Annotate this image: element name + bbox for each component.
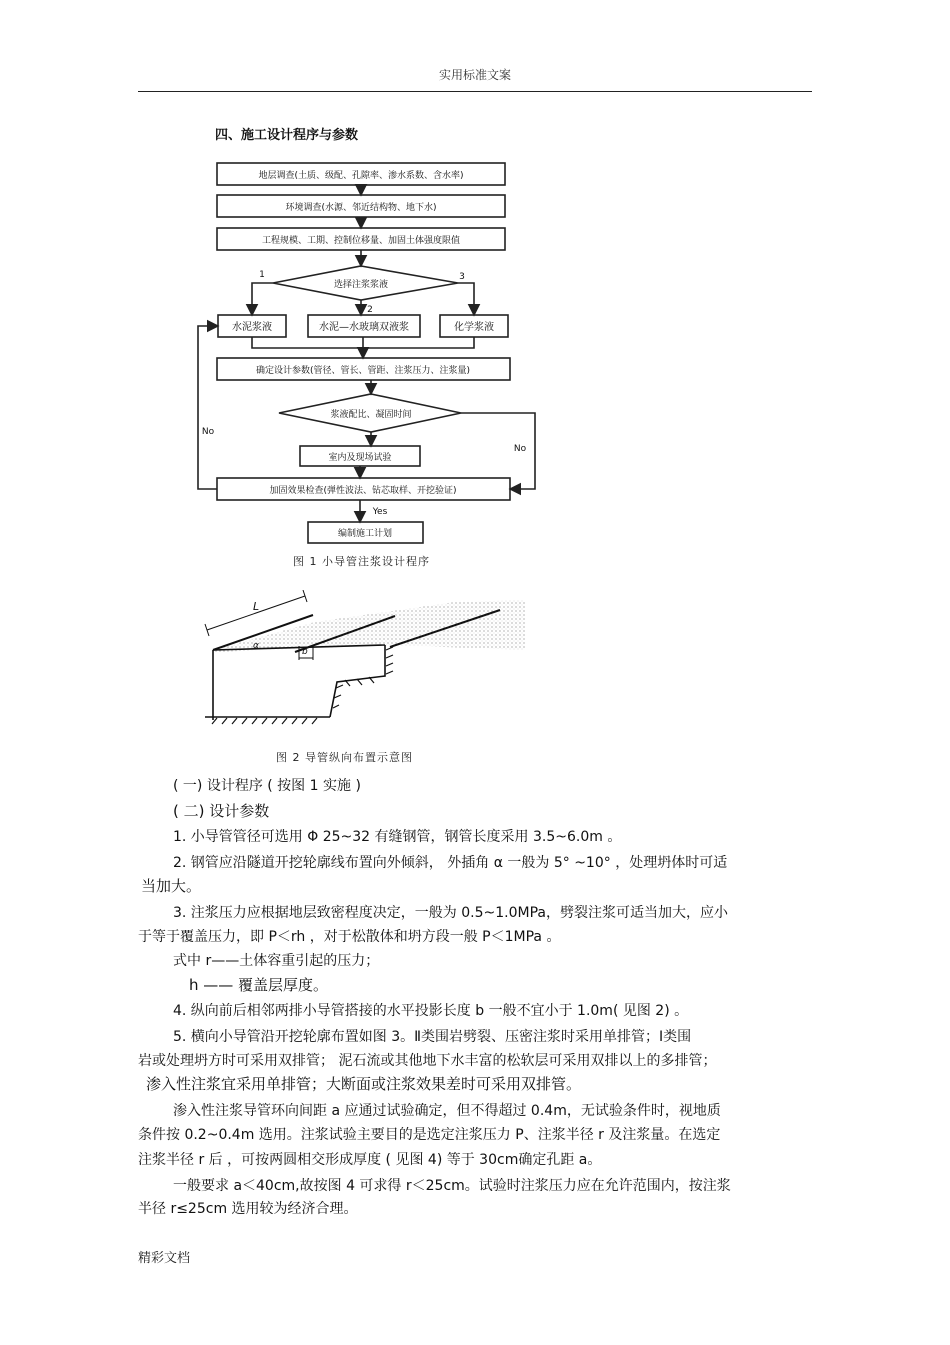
body-line-1: ( 一) 设计程序 ( 按图 1 实施 ) [173, 778, 361, 794]
body-line-13: 渗入性注浆宜采用单排管；大断面或注浆效果差时可采用双排管。 [146, 1075, 582, 1093]
figure2-caption: 图 2 导管纵向布置示意图 [276, 751, 413, 764]
yes-label: Yes [372, 507, 388, 517]
label-alpha: α [253, 641, 259, 651]
dual-label: 水泥—水玻璃双液浆 [319, 322, 409, 333]
environment-label: 环境调查(水源、邻近结构物、地下水) [285, 203, 437, 213]
body-line-15: 条件按 0.2~0.4m 选用。注浆试验主要目的是选定注浆压力 P、注浆半径 r 及注浆量。在选定 [138, 1127, 721, 1143]
body-line-14: 渗入性注浆导管环向间距 a 应通过试验确定，但不得超过 0.4m，无试验条件时，视地质 [173, 1103, 721, 1119]
body-line-6: 3. 注浆压力应根据地层致密程度决定，一般为 0.5~1.0MPa，劈裂注浆可适当加大，应小 [173, 905, 728, 921]
body-line-17: 一般要求 a＜40cm,故按图 4 可求得 r＜25cm。试验时注浆压力应在允许范围内，按注浆 [173, 1178, 731, 1194]
body-line-5: 当加大。 [141, 877, 202, 895]
no-right-label: No [513, 444, 527, 454]
design-flowchart [190, 150, 550, 580]
body-line-9: h —— 覆盖层厚度。 [189, 976, 329, 994]
body-line-4: 2. 钢管应沿隧道开挖轮廓线布置向外倾斜， 外插角 α 一般为 5° ~10° ，处理坍体时可适 [173, 855, 728, 871]
body-line-2: ( 二) 设计参数 [173, 802, 270, 820]
label-L: L [253, 600, 260, 613]
params-label: 确定设计参数(管径、管长、管距、注浆压力、注浆量) [255, 366, 471, 376]
ratio-label: 浆液配比、凝固时间 [330, 410, 412, 420]
body-line-7: 于等于覆盖压力，即 P＜rh ，对于松散体和坍方段一般 P＜1MPa 。 [138, 929, 561, 945]
body-line-12: 岩或处理坍方时可采用双排管； 泥石流或其他地下水丰富的松软层可采用双排以上的多排管； [138, 1053, 717, 1069]
branch-number-3: 3 [459, 272, 465, 282]
header-rule [138, 91, 812, 92]
page-header: 实用标准文案 [438, 68, 511, 82]
scale-label: 工程规模、工期、控制位移量、加固土体强度限值 [261, 236, 461, 246]
no-left-label: No [201, 427, 215, 437]
plan-label: 编制施工计划 [337, 529, 393, 539]
body-line-11: 5. 横向小导管沿开挖轮廓布置如图 3。Ⅱ类围岩劈裂、压密注浆时采用单排管；Ⅰ类围 [173, 1029, 692, 1045]
body-line-8: 式中 r——土体容重引起的压力； [173, 953, 380, 969]
select-label: 选择注浆浆液 [333, 280, 389, 290]
branch-number-2: 2 [367, 305, 373, 315]
body-line-10: 4. 纵向前后相邻两排小导管搭接的水平投影长度 b 一般不宜小于 1.0m( 见图 2) 。 [173, 1003, 689, 1019]
body-line-18: 半径 r≤25cm 选用较为经济合理。 [138, 1201, 358, 1217]
cement-label: 水泥浆液 [232, 322, 272, 333]
branch-number-1: 1 [259, 270, 265, 280]
page-footer: 精彩文档 [138, 1251, 191, 1266]
survey-label: 地层调查(土质、级配、孔隙率、渗水系数、含水率) [258, 171, 464, 181]
body-line-16: 注浆半径 r 后 ，可按两圆相交形成厚度 ( 见图 4) 等于 30cm确定孔距 a。 [138, 1152, 602, 1168]
test-label: 室内及现场试验 [328, 453, 392, 463]
section-title: 四、施工设计程序与参数 [215, 128, 359, 143]
chemical-label: 化学浆液 [454, 322, 494, 333]
pipe-layout-figure [195, 590, 525, 735]
label-b: b [302, 647, 308, 657]
figure1-caption: 图 1 小导管注浆设计程序 [293, 555, 430, 568]
check-label: 加固效果检查(弹性波法、钻芯取样、开挖验证) [269, 486, 457, 496]
tunnel-face [330, 645, 385, 717]
body-line-3: 1. 小导管管径可选用 Φ 25~32 有缝钢管，钢管长度采用 3.5~6.0m 。 [173, 829, 622, 845]
